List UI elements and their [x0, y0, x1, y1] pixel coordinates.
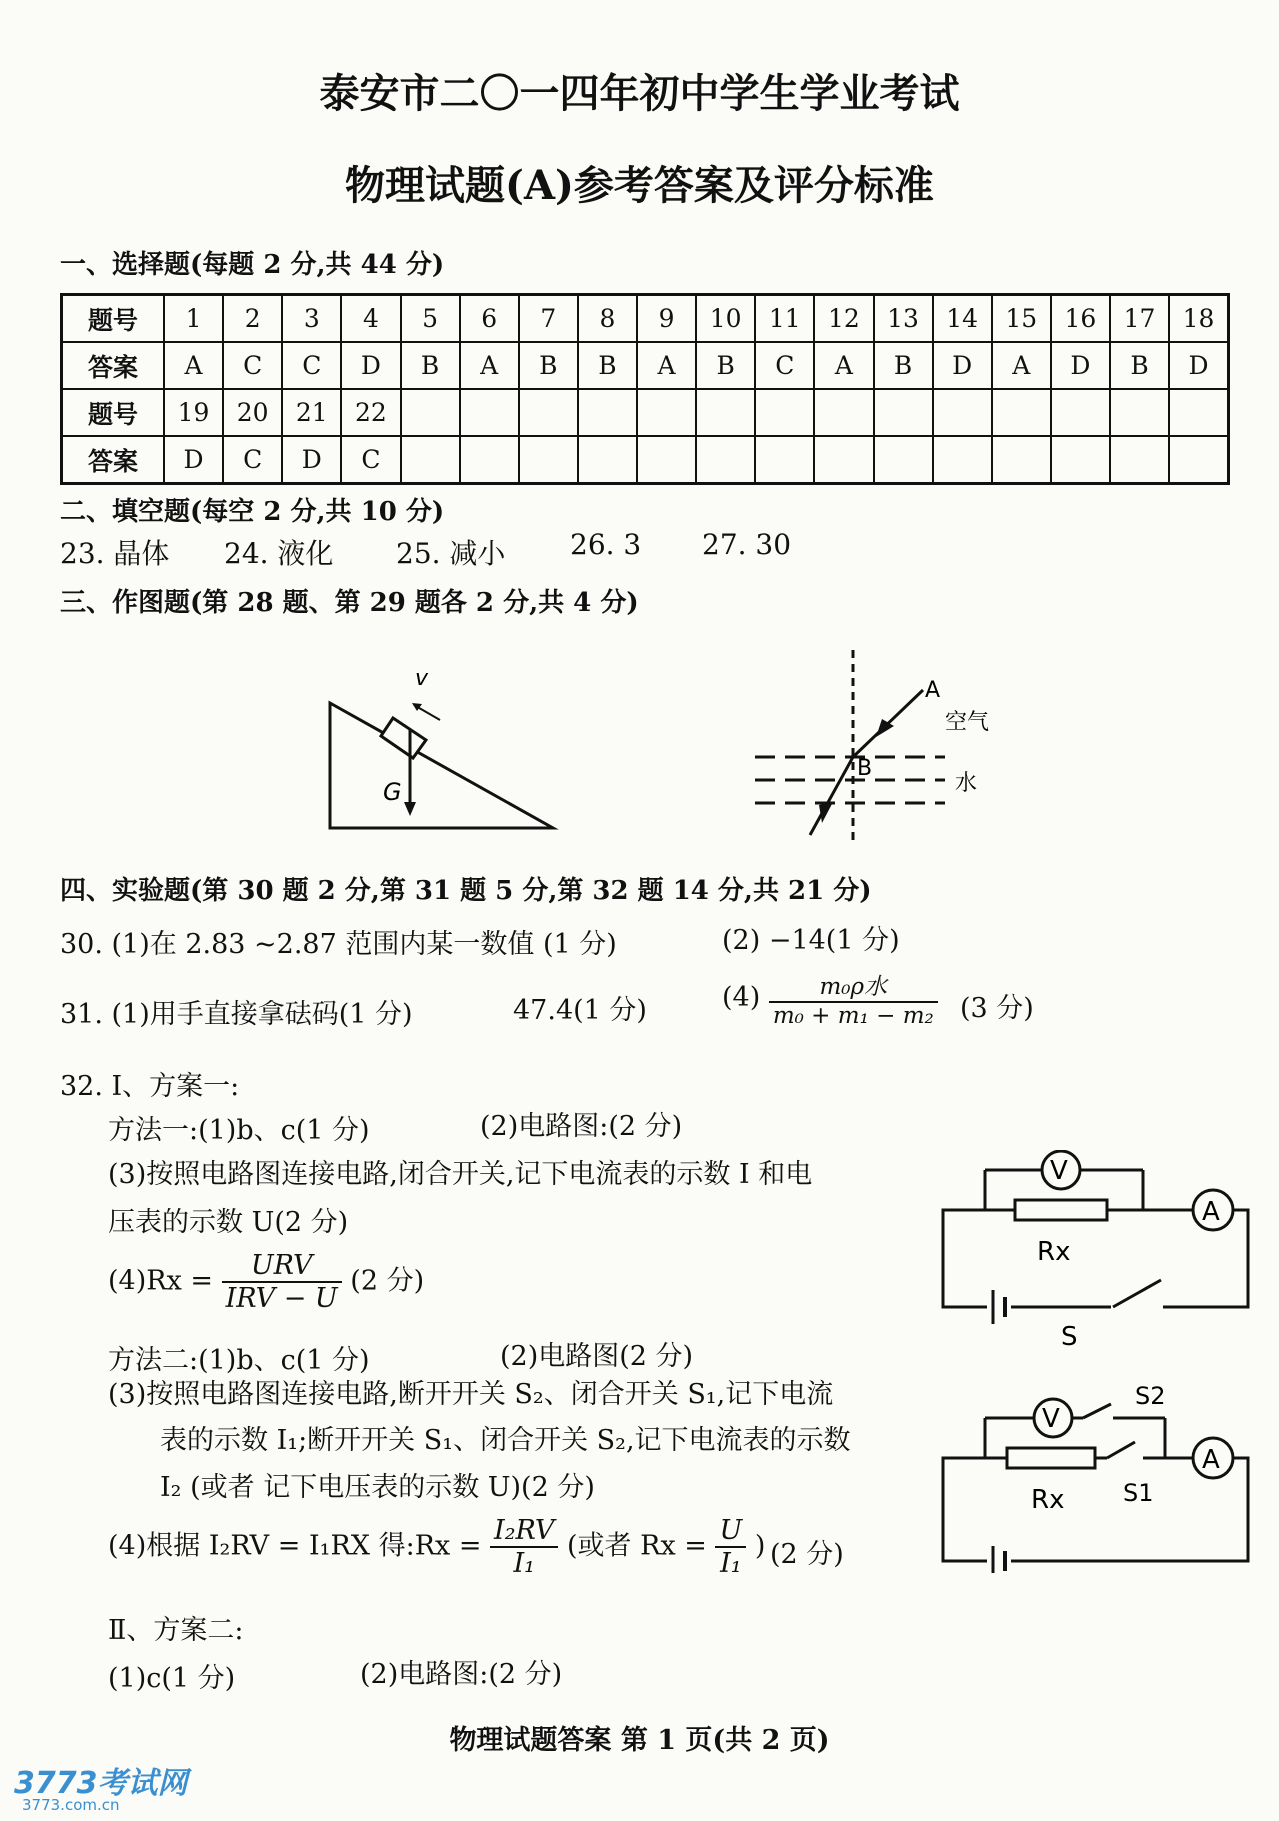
m2-denominator: I₁ [490, 1546, 558, 1579]
answer-table [60, 293, 1230, 485]
q31-score: (3 分) [960, 993, 1034, 1024]
m2-score: (2 分) [770, 1539, 844, 1570]
q31-part2: 47.4(1 分) [513, 995, 647, 1026]
gravity-arrowhead [404, 802, 416, 816]
row-label: 题号 [62, 295, 165, 343]
velocity-label: v [415, 666, 429, 691]
m2-line4: I₂ (或者 记下电压表的示数 U)(2 分) [160, 1472, 595, 1503]
table-cell [696, 436, 755, 484]
battery-gap [987, 1544, 1011, 1573]
table-cell [401, 389, 460, 436]
table-cell: 20 [223, 389, 282, 436]
table-cell [874, 436, 933, 484]
switch-s1-label: S1 [1123, 1479, 1154, 1507]
table-cell: 7 [519, 295, 578, 343]
m1-fraction [222, 1250, 342, 1314]
table-cell: A [814, 342, 873, 389]
table-cell: 14 [933, 295, 992, 343]
table-cell [992, 436, 1051, 484]
table-cell: 19 [164, 389, 223, 436]
plan2-line-b: (2)电路图:(2 分) [360, 1659, 563, 1690]
table-cell [1051, 389, 1110, 436]
q30-part1: 30. (1)在 2.83 ~2.87 范围内某一数值 (1 分) [60, 929, 617, 960]
switch-s2 [1083, 1404, 1111, 1418]
resistor-label: Rx [1037, 1237, 1071, 1267]
table-cell: D [282, 436, 341, 484]
section-4-heading: 四、实验题(第 30 题 2 分,第 31 题 5 分,第 32 题 14 分,共 21 分) [60, 876, 872, 906]
table-cell: 13 [874, 295, 933, 343]
table-row [62, 295, 1229, 343]
watermark-logo: 3773考试网 [14, 1766, 188, 1801]
table-cell [578, 389, 637, 436]
m2-formula-prefix: (4)根据 I₂RV = I₁RX 得:Rx = [108, 1530, 482, 1562]
incline-force-diagram [310, 660, 570, 840]
table-cell: D [164, 436, 223, 484]
table-cell [755, 389, 814, 436]
m1-formula [108, 1250, 424, 1314]
table-cell: D [1051, 342, 1110, 389]
m2-line1b: (2)电路图(2 分) [500, 1341, 694, 1372]
table-cell: A [164, 342, 223, 389]
answer-25: 25. 减小 [396, 537, 506, 570]
table-cell [933, 436, 992, 484]
voltmeter-label: V [1050, 1156, 1068, 1186]
table-cell: A [992, 342, 1051, 389]
table-cell [460, 389, 519, 436]
table-cell: C [282, 342, 341, 389]
table-cell: 2 [223, 295, 282, 343]
table-cell: 18 [1169, 295, 1228, 343]
table-cell [637, 389, 696, 436]
q31-numerator: m₀ρ水 [819, 974, 888, 1000]
m2-numerator: I₂RV [494, 1515, 555, 1546]
table-cell: C [755, 342, 814, 389]
table-row [62, 342, 1229, 389]
table-cell: 17 [1110, 295, 1169, 343]
table-cell: D [341, 342, 400, 389]
table-cell [696, 389, 755, 436]
section-3-heading: 三、作图题(第 28 题、第 29 题各 2 分,共 4 分) [60, 588, 639, 618]
table-cell [874, 389, 933, 436]
m1-formula-prefix: (4)Rx = [108, 1265, 214, 1297]
table-cell: B [696, 342, 755, 389]
table-cell [519, 389, 578, 436]
m2-alt-numerator: U [719, 1515, 743, 1546]
row-label: 答案 [62, 436, 165, 484]
page-footer: 物理试题答案 第 1 页(共 2 页) [449, 1725, 830, 1756]
m2-fraction-alt [715, 1515, 746, 1579]
table-cell [1051, 436, 1110, 484]
m1-denominator: IRV − U [222, 1281, 342, 1314]
table-cell: 4 [341, 295, 400, 343]
water-label: 水 [955, 771, 978, 796]
incline-triangle [330, 703, 553, 828]
circuit-diagram-2 [935, 1378, 1275, 1573]
resistor-rx [1007, 1448, 1095, 1468]
point-a-label: A [925, 678, 941, 703]
table-cell: 12 [814, 295, 873, 343]
m2-fraction [490, 1515, 558, 1579]
table-cell: A [460, 342, 519, 389]
table-cell: D [933, 342, 992, 389]
table-cell: 1 [164, 295, 223, 343]
refracted-arrowhead [819, 802, 833, 823]
circuit-diagram-1 [935, 1150, 1275, 1350]
battery-gap [987, 1290, 1011, 1324]
table-cell: 16 [1051, 295, 1110, 343]
plan2-heading: Ⅱ、方案二: [108, 1615, 244, 1646]
m1-line2: (3)按照电路图连接电路,闭合开关,记下电流表的示数 I 和电 [108, 1159, 813, 1190]
q30-part2: (2) −14(1 分) [722, 925, 900, 956]
table-cell [814, 436, 873, 484]
m1-line1b: (2)电路图:(2 分) [480, 1111, 683, 1142]
m1-numerator: URV [250, 1250, 313, 1281]
table-cell: 3 [282, 295, 341, 343]
answer-23: 23. 晶体 [60, 537, 170, 570]
q31-prefix: (4) [722, 982, 761, 1013]
gravity-label: G [383, 778, 402, 806]
answer-24: 24. 液化 [224, 537, 334, 570]
answer-27: 27. 30 [702, 528, 792, 561]
table-cell [1169, 389, 1228, 436]
voltmeter-label: V [1042, 1404, 1060, 1434]
switch-s2-label: S2 [1135, 1382, 1166, 1410]
table-row [62, 436, 1229, 484]
table-cell: 6 [460, 295, 519, 343]
m1-line1: 方法一:(1)b、c(1 分) [108, 1115, 370, 1146]
m2-line1: 方法二:(1)b、c(1 分) [108, 1345, 370, 1376]
table-cell: D [1169, 342, 1228, 389]
table-cell: 9 [637, 295, 696, 343]
table-cell: C [223, 342, 282, 389]
table-cell [519, 436, 578, 484]
point-b-label: B [857, 756, 873, 781]
watermark-url: 3773.com.cn [22, 1796, 120, 1814]
m2-formula [108, 1515, 765, 1579]
table-cell: 5 [401, 295, 460, 343]
m1-score: (2 分) [350, 1265, 425, 1297]
refracted-ray [810, 757, 853, 835]
section-2-heading: 二、填空题(每空 2 分,共 10 分) [60, 497, 445, 527]
answer-26: 26. 3 [570, 528, 642, 561]
table-cell: 22 [341, 389, 400, 436]
table-row [62, 389, 1229, 436]
refraction-diagram [745, 645, 1015, 845]
m2-line2: (3)按照电路图连接电路,断开开关 S₂、闭合开关 S₁,记下电流 [108, 1379, 834, 1410]
q31-fraction [769, 968, 938, 1029]
section-1-heading: 一、选择题(每题 2 分,共 44 分) [60, 250, 445, 280]
table-cell [933, 389, 992, 436]
q31-formula [722, 968, 938, 1029]
switch-label: S [1061, 1322, 1078, 1350]
table-cell: B [401, 342, 460, 389]
m2-line3: 表的示数 I₁;断开开关 S₁、闭合开关 S₂,记下电流表的示数 [160, 1425, 851, 1456]
table-cell: A [637, 342, 696, 389]
table-cell [755, 436, 814, 484]
table-cell [1110, 389, 1169, 436]
q31-denominator: m₀ + m₁ − m₂ [769, 1001, 938, 1029]
m2-formula-end: ) [754, 1530, 766, 1562]
q32-heading: 32. Ⅰ、方案一: [60, 1071, 240, 1102]
table-cell: 15 [992, 295, 1051, 343]
table-cell: C [341, 436, 400, 484]
table-cell [1169, 436, 1228, 484]
table-cell [460, 436, 519, 484]
ammeter-label: A [1202, 1445, 1220, 1475]
table-cell [1110, 436, 1169, 484]
resistor-label: Rx [1031, 1485, 1065, 1515]
table-cell [637, 436, 696, 484]
plan2-line: (1)c(1 分) [108, 1663, 236, 1694]
table-cell [578, 436, 637, 484]
page-title: 泰安市二〇一四年初中学生学业考试 [319, 70, 960, 117]
switch-gap [1107, 1450, 1143, 1466]
table-cell: B [578, 342, 637, 389]
table-cell: B [519, 342, 578, 389]
table-cell [814, 389, 873, 436]
table-cell: 11 [755, 295, 814, 343]
table-cell [401, 436, 460, 484]
table-cell: 21 [282, 389, 341, 436]
q31-part1: 31. (1)用手直接拿砝码(1 分) [60, 999, 413, 1030]
table-cell: B [1110, 342, 1169, 389]
m2-alt-denominator: I₁ [715, 1546, 746, 1579]
ammeter-label: A [1202, 1197, 1220, 1227]
m1-line3: 压表的示数 U(2 分) [108, 1207, 349, 1238]
table-cell: C [223, 436, 282, 484]
table-cell: 10 [696, 295, 755, 343]
resistor-rx [1015, 1200, 1107, 1220]
page-subtitle: 物理试题(A)参考答案及评分标准 [345, 162, 934, 209]
row-label: 题号 [62, 389, 165, 436]
table-cell: 8 [578, 295, 637, 343]
air-label: 空气 [945, 710, 990, 735]
table-cell [992, 389, 1051, 436]
row-label: 答案 [62, 342, 165, 389]
m2-formula-mid: (或者 Rx = [567, 1530, 707, 1562]
table-cell: B [874, 342, 933, 389]
